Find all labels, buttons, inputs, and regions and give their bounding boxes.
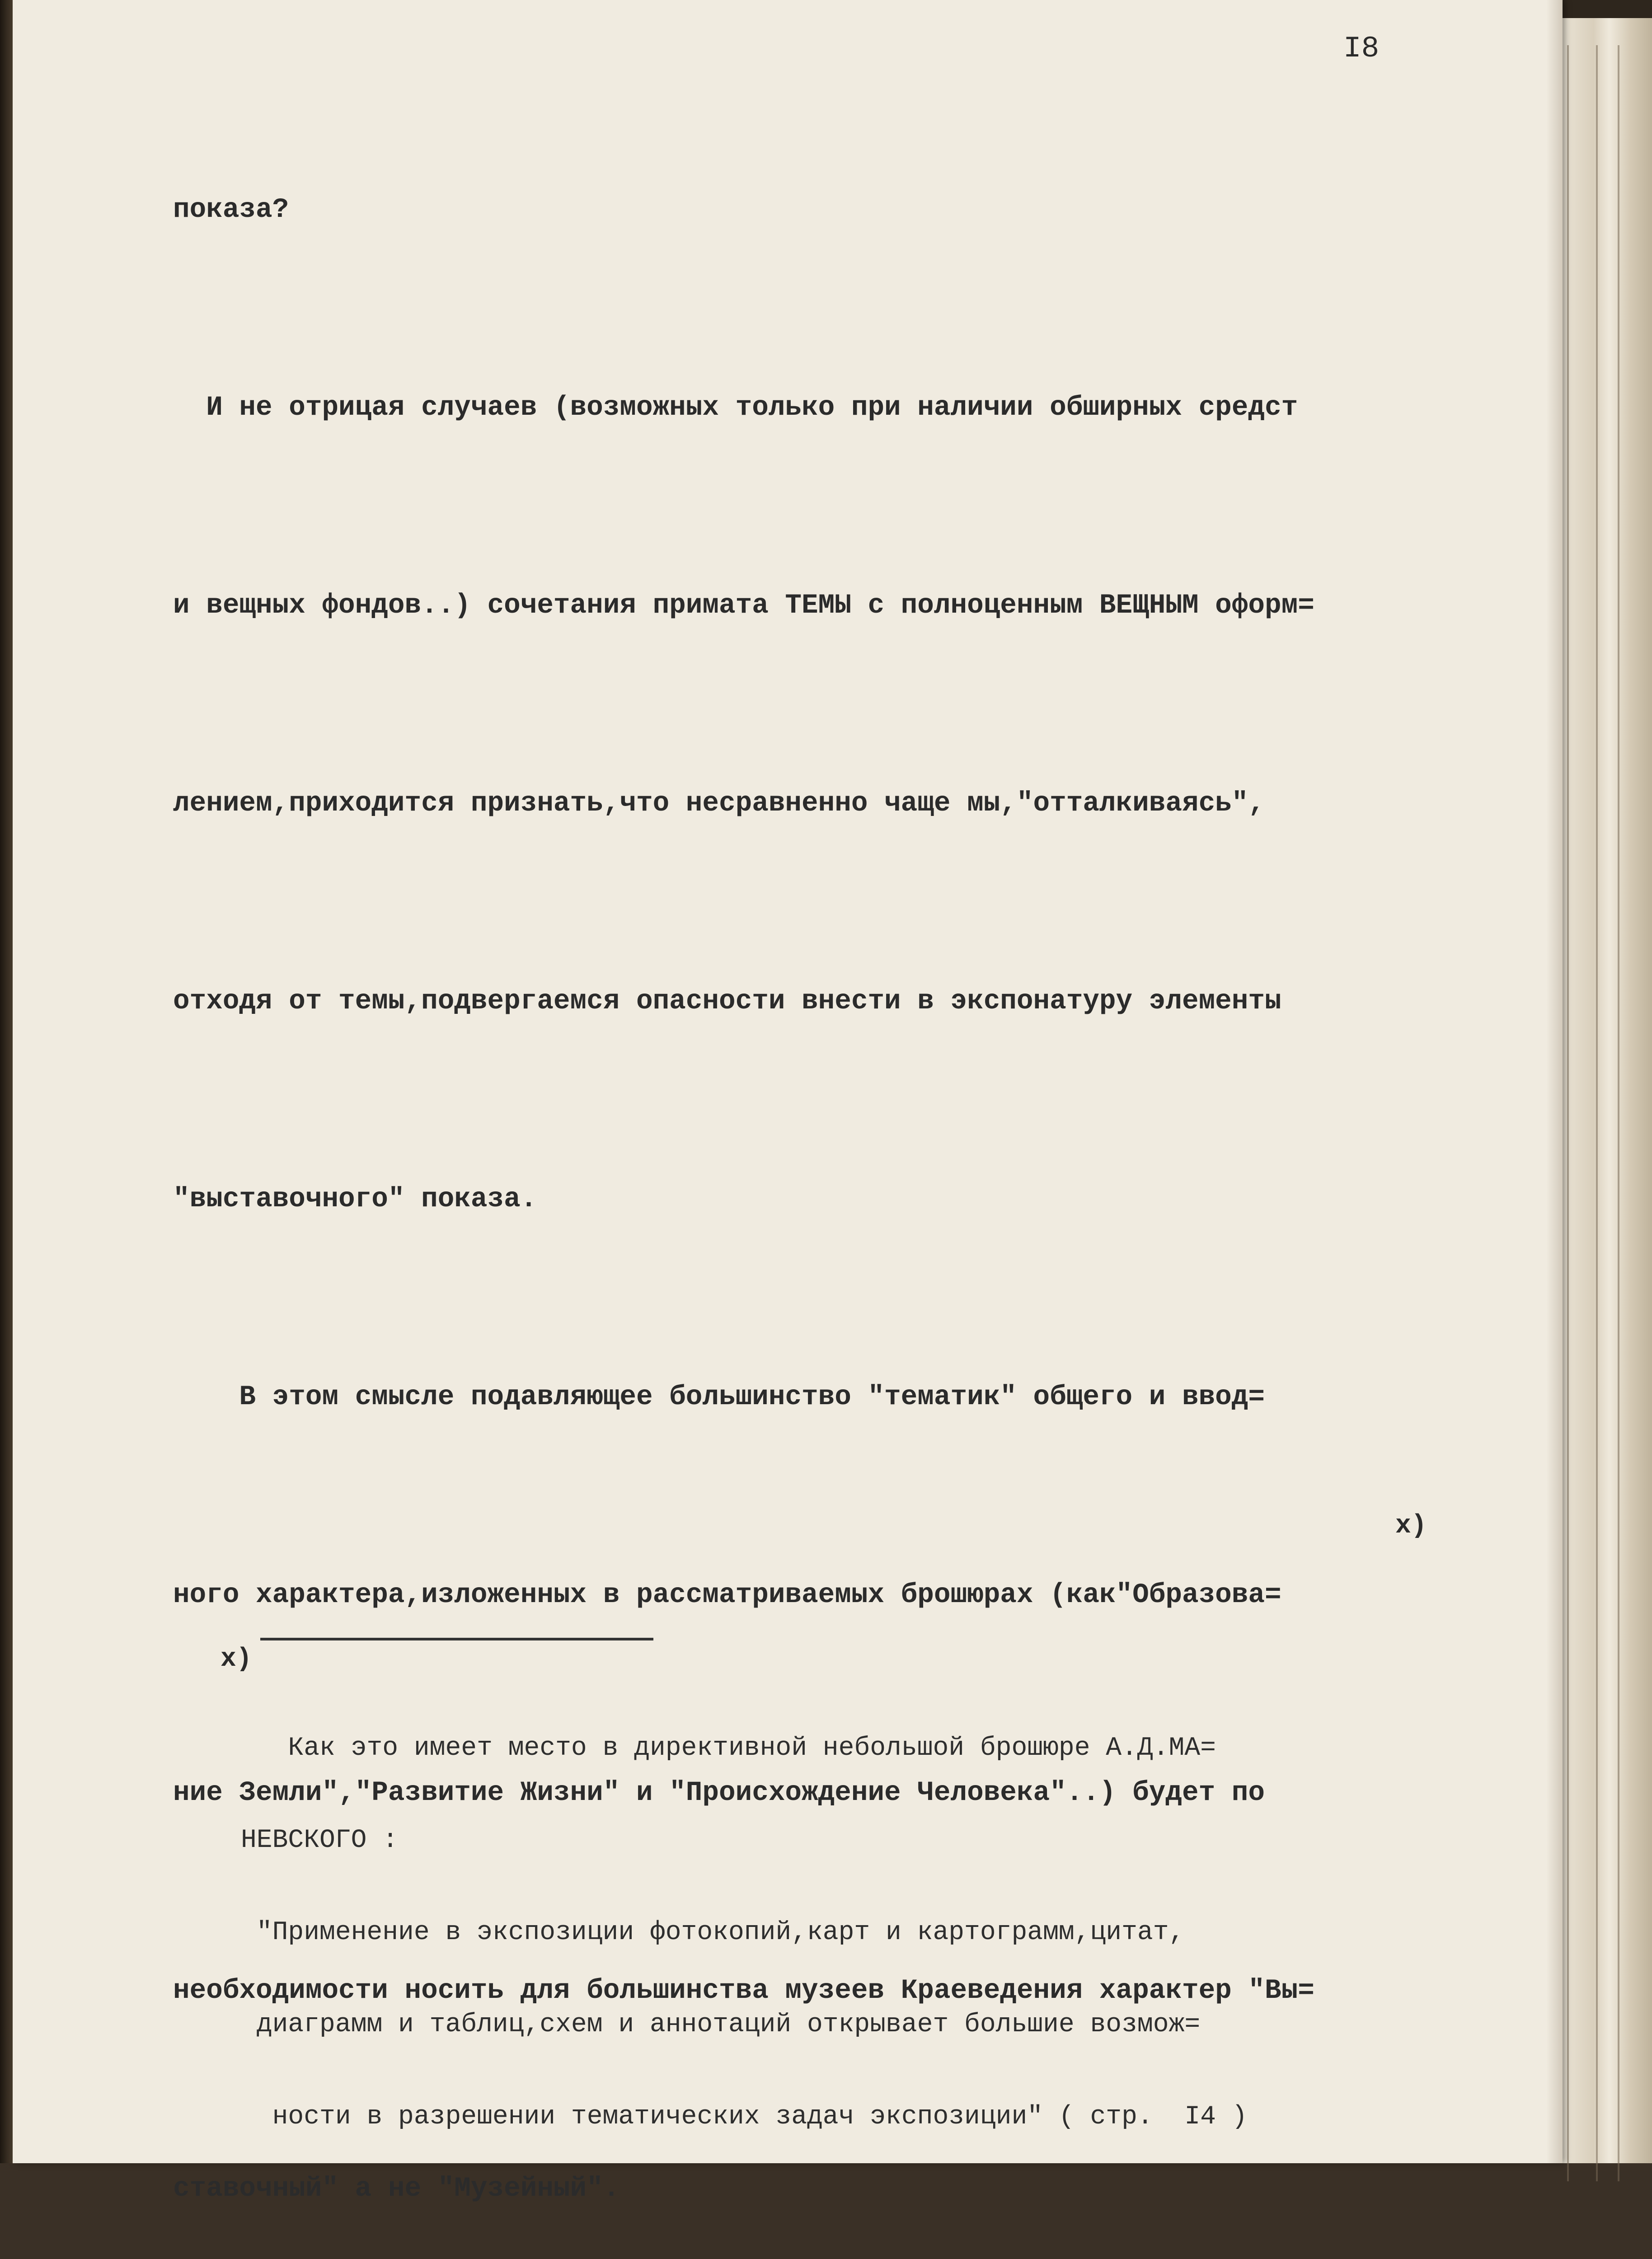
footnote-line: "Применение в экспозиции фотокопий,карт и картограмм,цитат, bbox=[241, 1918, 1185, 1947]
text-line: И не отрицая случаев (возможных только при наличии обширных средст bbox=[173, 392, 1298, 423]
footnote-divider bbox=[260, 1638, 653, 1640]
footnote-reference: x) bbox=[1395, 1511, 1427, 1541]
text-line: отходя от темы,подвергаемся опасности внести в экспонатуру элементы bbox=[173, 986, 1281, 1017]
text-line: "выставочного" показа. bbox=[173, 1184, 537, 1215]
text-line: необходимости носить для большинства музеев Краеведения характер "Вы= bbox=[173, 1975, 1314, 2006]
page-edge-line bbox=[1596, 45, 1598, 2181]
page-edge-line bbox=[1618, 45, 1619, 2181]
text-line: показа? bbox=[173, 194, 289, 225]
page-edge-line bbox=[1567, 45, 1569, 2181]
text-line: и вещных фондов..) сочетания примата ТЕМЫ с полноценным ВЕЩНЫМ оформ= bbox=[173, 590, 1314, 621]
text-line: ние Земли","Развитие Жизни" и "Происхождение Человека"..) будет по bbox=[173, 1777, 1265, 1809]
footnote bbox=[241, 1672, 1551, 2194]
text-line: лением,приходится признать,что несравненно чаще мы,"отталкиваясь", bbox=[173, 788, 1265, 819]
binding-shadow bbox=[0, 0, 13, 2163]
text-line: ставочный" а не "Музейный". bbox=[173, 2173, 620, 2204]
page-number: I8 bbox=[1343, 32, 1380, 66]
text-line: ного характера,изложенных в рассматриваемых брошюрах (как"Образова= bbox=[173, 1579, 1281, 1611]
footnote-line: НЕВСКОГО : bbox=[241, 1826, 399, 1855]
footnote-marker: x) bbox=[221, 1645, 252, 1674]
footnote-line: Как это имеет место в директивной небольшой брошюре А.Д.МА= bbox=[241, 1734, 1216, 1763]
text-line: В этом смысле подавляющее большинство "тематик" общего и ввод= bbox=[173, 1382, 1265, 1413]
footnote-line: ности в разрешении тематических задач экспозиции" ( стр. I4 ) bbox=[241, 2102, 1248, 2132]
footnote-line: диаграмм и таблиц,схем и аннотаций открывает большие возмож= bbox=[241, 2010, 1201, 2039]
document-page bbox=[13, 0, 1563, 2204]
